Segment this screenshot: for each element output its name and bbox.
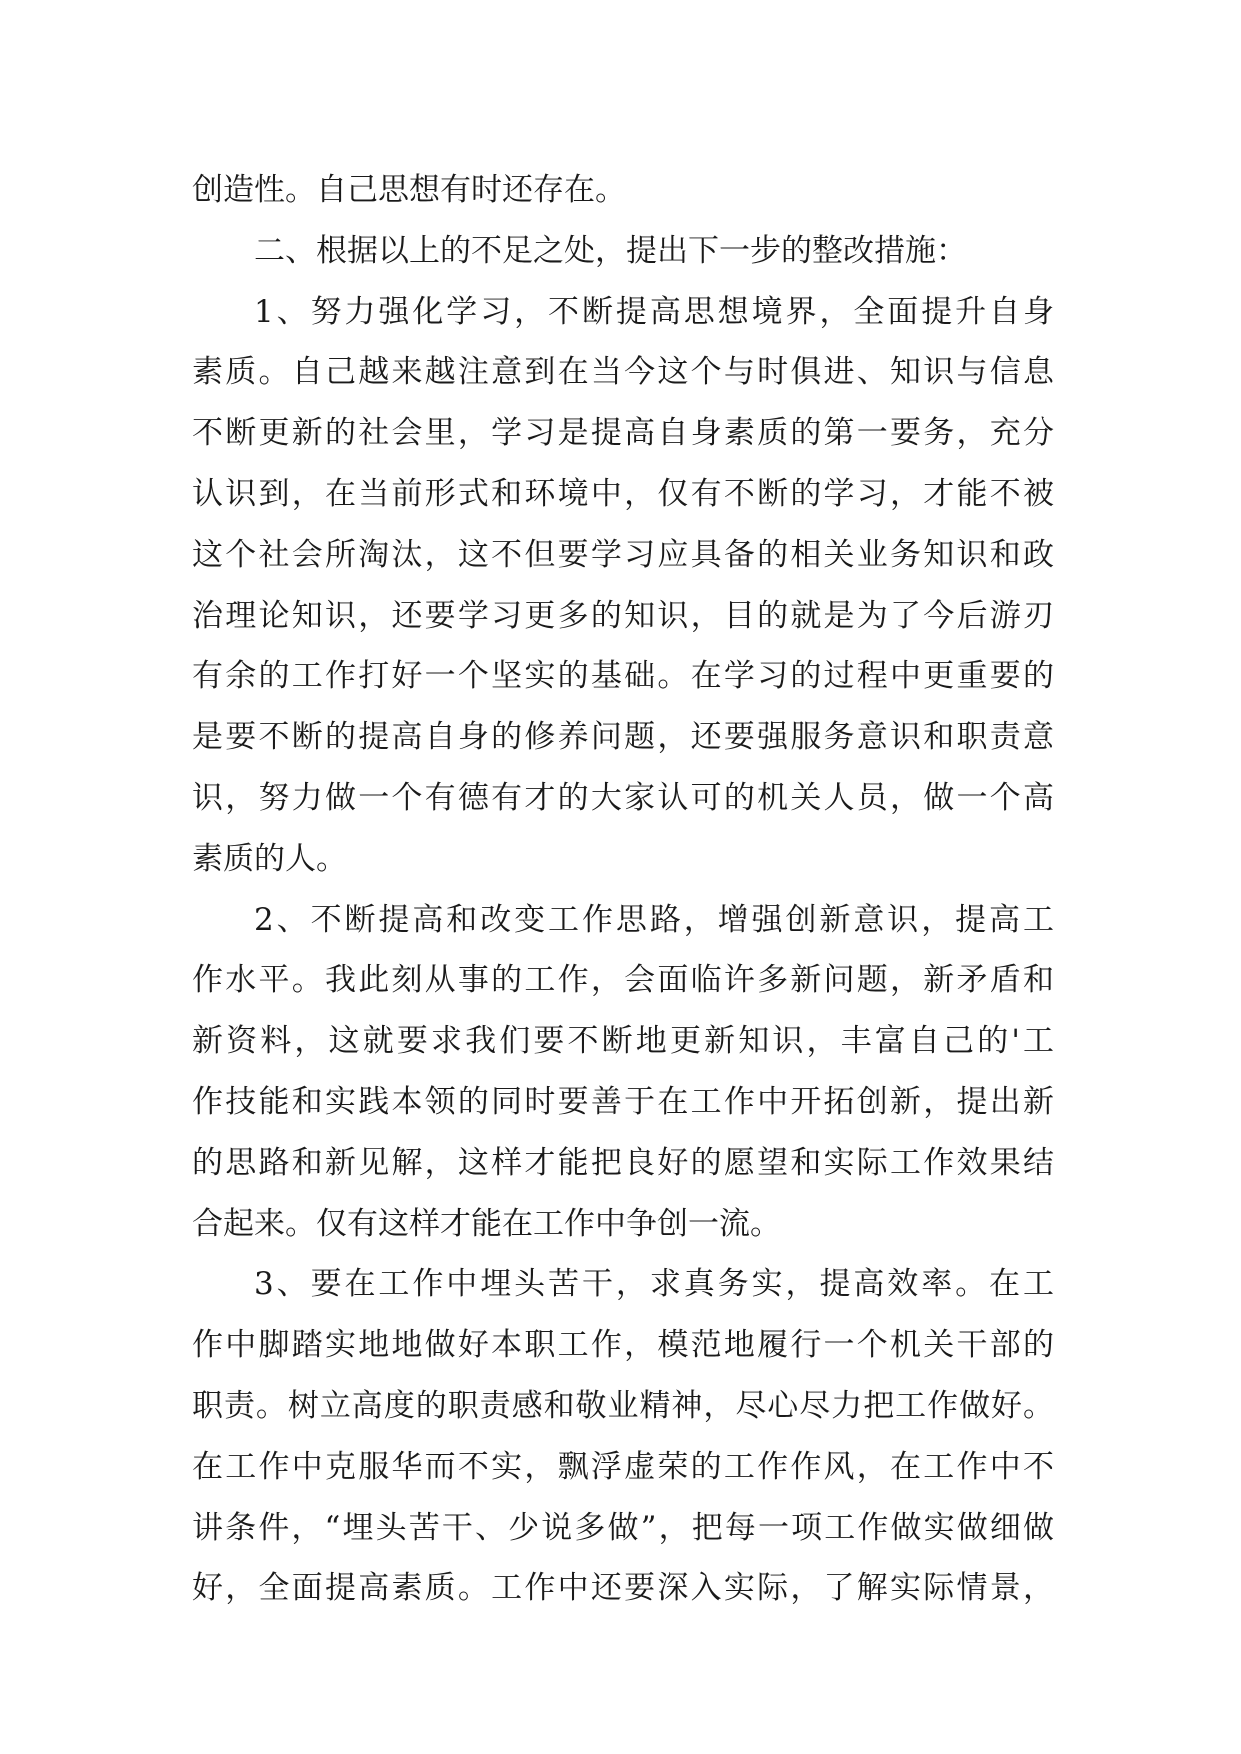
text-line: 认识到，在当前形式和环境中，仅有不断的学习，才能不被 (192, 475, 1054, 512)
text-line: 不断更新的社会里，学习是提高自身素质的第一要务，充分 (192, 415, 1054, 452)
text-line: 好，全面提高素质。工作中还要深入实际，了解实际情景， (192, 1570, 1054, 1607)
section-heading: 二、根据以上的不足之处，提出下一步的整改措施： (254, 232, 967, 269)
text-line: 讲条件，“埋头苦干、少说多做”，把每一项工作做实做细做 (192, 1509, 1054, 1546)
text-line: 创造性。自己思想有时还存在。 (192, 172, 626, 208)
text-line: 在工作中克服华而不实，飘浮虚荣的工作作风，在工作中不 (192, 1448, 1054, 1485)
text-line: 治理论知识，还要学习更多的知识，目的就是为了今后游刃 (192, 597, 1054, 634)
text-line: 作中脚踏实地地做好本职工作，模范地履行一个机关干部的 (192, 1327, 1054, 1364)
paragraph-start-line: 1、努力强化学习，不断提高思想境界，全面提升自身 (254, 293, 1054, 330)
text-line: 作水平。我此刻从事的工作，会面临许多新问题，新矛盾和 (192, 962, 1054, 999)
text-line: 作技能和实践本领的同时要善于在工作中开拓创新，提出新 (192, 1083, 1054, 1120)
text-line: 是要不断的提高自身的修养问题，还要强服务意识和职责意 (192, 719, 1054, 756)
text-line: 识，努力做一个有德有才的大家认可的机关人员，做一个高 (192, 779, 1054, 816)
text-line: 素质。自己越来越注意到在当今这个与时俱进、知识与信息 (192, 354, 1054, 391)
text-line: 职责。树立高度的职责感和敬业精神，尽心尽力把工作做好。 (192, 1387, 1054, 1424)
paragraph-start-line: 2、不断提高和改变工作思路，增强创新意识，提高工 (254, 901, 1054, 938)
text-line: 的思路和新见解，这样才能把良好的愿望和实际工作效果结 (192, 1144, 1054, 1181)
document-body (192, 160, 1054, 1619)
text-line: 新资料，这就要求我们要不断地更新知识，丰富自己的'工 (192, 1023, 1054, 1060)
text-line: 素质的人。 (192, 840, 347, 877)
text-line: 合起来。仅有这样才能在工作中争创一流。 (192, 1205, 781, 1242)
text-line: 有余的工作打好一个坚实的基础。在学习的过程中更重要的 (192, 658, 1054, 695)
text-line: 这个社会所淘汰，这不但要学习应具备的相关业务知识和政 (192, 536, 1054, 573)
paragraph-start-line: 3、要在工作中埋头苦干，求真务实，提高效率。在工 (254, 1266, 1054, 1303)
